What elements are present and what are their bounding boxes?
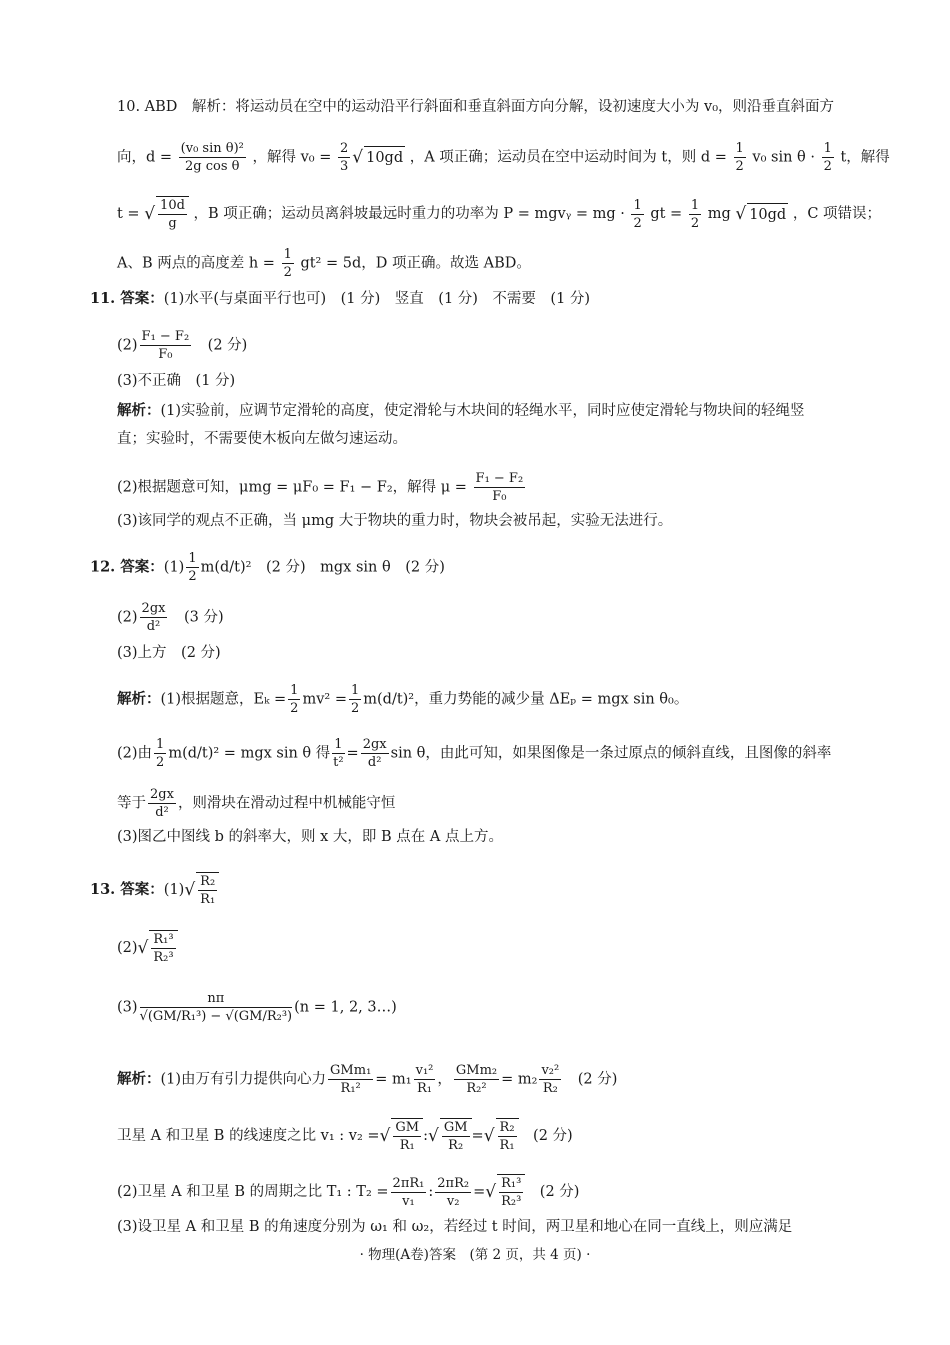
q13-explain-label: 解析： [117, 1070, 161, 1088]
q11-explain-line-2 [117, 470, 527, 505]
q13-explain-4: (3)设卫星 A 和卫星 B 的角速度分别为 ω₁ 和 ω₂，若经过 t 时间，两卫星和地心在同一直线上，则应满足 [117, 1219, 793, 1235]
q11-explain-2: (2)根据题意可知，μmg = μF₀ = F₁ − F₂，解得 μ = [117, 479, 467, 496]
q12-heading: 12. 答案： [90, 558, 164, 576]
q13-explain-line-2: 卫星 A 和卫星 B 的线速度之比 v₁ : v₂ =√ $\frac{GM}{\text{R₁}}$ :√ $\frac{GM}{\text{R₂}}$ =√ $\frac{\text{R₂}}{\text{R₁}}$ (2 分) [117, 1120, 573, 1153]
q10-text-4b: gt² = 5d，D 项正确。故选 ABD。 [300, 255, 531, 272]
q12-answer-2-fraction: $\frac{2gx}{\text{d²}}$ [141, 601, 166, 634]
q13-explain-line-4 [117, 1216, 792, 1238]
q13-answer-line-2: (2)√ $\frac{\text{R₁³}}{\text{R₂³}}$ [117, 930, 178, 966]
q11-answer-3: (3)不正确 (1 分) [117, 373, 236, 389]
q12-explain-2: sin θ，由此可知，如果图像是一条过原点的倾斜直线，且图像的斜率 [390, 745, 832, 762]
q13-answer-3-fraction: $\frac{n\pi}{\text{√(GM/R₁³) − √(GM/R₂³)}}$ [139, 991, 293, 1024]
q11-answer-2-fraction: $\frac{\text{F₁ − F₂}}{\text{F₀}}$ [141, 329, 190, 362]
q13-answer-line-1: 13. 答案：(1)√ $\frac{\text{R₂}}{\text{R₁}}$ [90, 872, 219, 908]
q10-text-2a: 向，d = [117, 149, 173, 166]
q11-heading: 11. 答案： [90, 290, 164, 307]
q11-explain-line-1b [117, 428, 407, 450]
q12-answer-1-fraction: $\frac{1}{2}$ [188, 551, 197, 584]
q12-answer-line-3 [117, 642, 221, 664]
q10-text-3e: ，C 项错误； [792, 206, 882, 222]
q10-fraction-half-b: $\frac{1}{2}$ [823, 141, 832, 174]
q10-fraction-half-d: $\frac{1}{2}$ [690, 197, 700, 231]
q10-text-2b: ，解得 v₀ = [252, 149, 332, 166]
q13-heading: 13. 答案： [90, 881, 164, 898]
q10-line-3: t = √ $\frac{10d}{g}$ ，B 项正确；运动员离斜坡最远时重力的功率为 P = mgvᵧ = mg · $\frac{1}{2}$ gt = $\frac{1}{2}$ mg √ 10gd ，C 项错误； [117, 197, 882, 231]
q12-explain-line-2b: 等于 $\frac{2gx}{\text{d²}}$ ，则滑块在滑动过程中机械能守恒 [117, 787, 396, 820]
q13-explain-line-1: 解析：(1)由万有引力提供向心力 $\frac{\text{GMm₁}}{\text{R₁²}}$ = m₁ $\frac{\text{v₁²}}{\text{R₁}}$ ， $\frac{\text{GMm₂}}{\text{R₂²}}$ = m₂ $\frac{\text{v₂²}}{\text{R₂}}$ (2 分) [117, 1063, 618, 1096]
q11-answer-line-3 [117, 370, 235, 392]
q10-sqrt-10gd-2: 10gd [747, 203, 788, 226]
q12-answer-3: (3)上方 (2 分) [117, 645, 221, 661]
q11-answer-1: (1)水平(与桌面平行也可) (1 分) 竖直 (1 分) 不需要 (1 分) [163, 291, 591, 307]
q12-explain-label: 解析： [117, 690, 161, 708]
q12-explain-1: m(d/t)²，重力势能的减少量 ΔEₚ = mgx sin θ₀。 [363, 691, 689, 708]
q11-explain-3: (3)该同学的观点不正确，当 μmg 大于物块的重力时，物块会被吊起，实验无法进行。 [117, 513, 673, 529]
q10-line-2: 向，d = $\frac{\text{(v₀ sin θ)²}}{\text{2g cos θ}}$ ，解得 v₀ = $\frac{2}{3}$ √ 10gd ，A 项正确；运动员在空中运动时间为 t，则 d = $\frac{1}{2}$ v₀ sin θ · $\frac{1}{2}$ t，解得 [117, 141, 890, 174]
q11-explain-label: 解析： [117, 402, 161, 419]
q10-text-1: 10. ABD 解析：将运动员在空中的运动沿平行斜面和垂直斜面方向分解，设初速度大小为 v₀，则沿垂直斜面方 [117, 99, 835, 115]
q11-answer-line-2: (2) $\frac{\text{F₁ − F₂}}{\text{F₀}}$ (2 分) [117, 329, 248, 362]
q11-explain-1: (1)实验前，应调节定滑轮的高度，使定滑轮与木块间的轻绳水平，同时应使定滑轮与物块间的轻绳竖 [160, 403, 805, 419]
q10-text-2e: t，解得 [840, 149, 890, 166]
q10-text-2c: ，A 项正确；运动员在空中运动时间为 t，则 d = [409, 149, 727, 166]
q13-answer-1-sqrt: $\frac{\text{R₂}}{\text{R₁}}$ [196, 872, 219, 908]
q12-answer-line-1: 12. 答案：(1) $\frac{1}{2}$ m(d/t)² (2 分) mgx sin θ (2 分) [90, 551, 445, 584]
q11-answer-line-1 [90, 288, 590, 310]
q10-text-3a: t = [117, 206, 140, 222]
q13-answer-line-3: (3) $\frac{n\pi}{\text{√(GM/R₁³) − √(GM/R₂³)}}$ (n = 1, 2, 3…) [117, 991, 397, 1024]
q11-explain-2-fraction: $\frac{\text{F₁ − F₂}}{\text{F₀}}$ [475, 471, 524, 504]
q12-explain-2b: ，则滑块在滑动过程中机械能守恒 [177, 795, 396, 812]
q12-answer-1: m(d/t)² (2 分) mgx sin θ (2 分) [200, 559, 445, 576]
q10-text-3d: mg [707, 206, 731, 222]
q12-explain-line-2: (2)由 $\frac{1}{2}$ m(d/t)² = mgx sin θ 得 $\frac{1}{\text{t²}}$ = $\frac{2gx}{\text{d²}}$ sin θ，由此可知，如果图像是一条过原点的倾斜直线，且图像的斜率 [117, 737, 832, 770]
q10-fraction-half-a: $\frac{1}{2}$ [735, 141, 744, 174]
q10-text-3c: gt = [650, 206, 683, 222]
q10-line-1 [117, 96, 834, 118]
q10-fraction-2-3: $\frac{2}{3}$ [339, 141, 349, 174]
q12-explain-line-1: 解析：(1)根据题意，Eₖ = $\frac{1}{2}$ mv² = $\frac{1}{2}$ m(d/t)²，重力势能的减少量 ΔEₚ = mgx sin θ₀。 [117, 683, 689, 716]
q10-fraction-half-e: $\frac{1}{2}$ [283, 247, 292, 280]
q13-answer-2-sqrt: $\frac{\text{R₁³}}{\text{R₂³}}$ [149, 930, 177, 966]
q12-answer-line-2: (2) $\frac{2gx}{\text{d²}}$ (3 分) [117, 601, 224, 634]
q12-explain-3: (3)图乙中图线 b 的斜率大，则 x 大，即 B 点在 A 点上方。 [117, 829, 503, 845]
q10-fraction-d: $\frac{\text{(v₀ sin θ)²}}{\text{2g cos θ}}$ [180, 141, 244, 174]
q10-text-4a: A、B 两点的高度差 h = [117, 255, 275, 272]
q13-explain-line-3: (2)卫星 A 和卫星 B 的周期之比 T₁ : T₂ = $\frac{\text{2πR₁}}{\text{v₁}}$ : $\frac{\text{2πR₂}}{\text{v₂}}$ =√ $\frac{\text{R₁³}}{\text{R₂³}}$ (2 分) [117, 1175, 580, 1209]
q11-explain-1b: 直；实验时，不需要使木板向左做匀速运动。 [117, 431, 407, 447]
q12-explain-line-3 [117, 826, 503, 848]
q10-sqrt-10gd: 10gd [364, 146, 405, 169]
q10-text-3b: ，B 项正确；运动员离斜坡最远时重力的功率为 P = mgvᵧ = mg · [193, 206, 625, 222]
q11-explain-line-1 [117, 400, 805, 422]
page-footer: · 物理(A卷)答案 (第 2 页，共 4 页) · [359, 1247, 591, 1263]
q10-sqrt-10d-g: $\frac{10d}{g}$ [156, 196, 189, 232]
q10-fraction-half-c: $\frac{1}{2}$ [633, 197, 642, 231]
q10-line-4 [117, 246, 531, 281]
q10-text-2d: v₀ sin θ · [752, 149, 815, 166]
q11-explain-line-3 [117, 510, 672, 532]
